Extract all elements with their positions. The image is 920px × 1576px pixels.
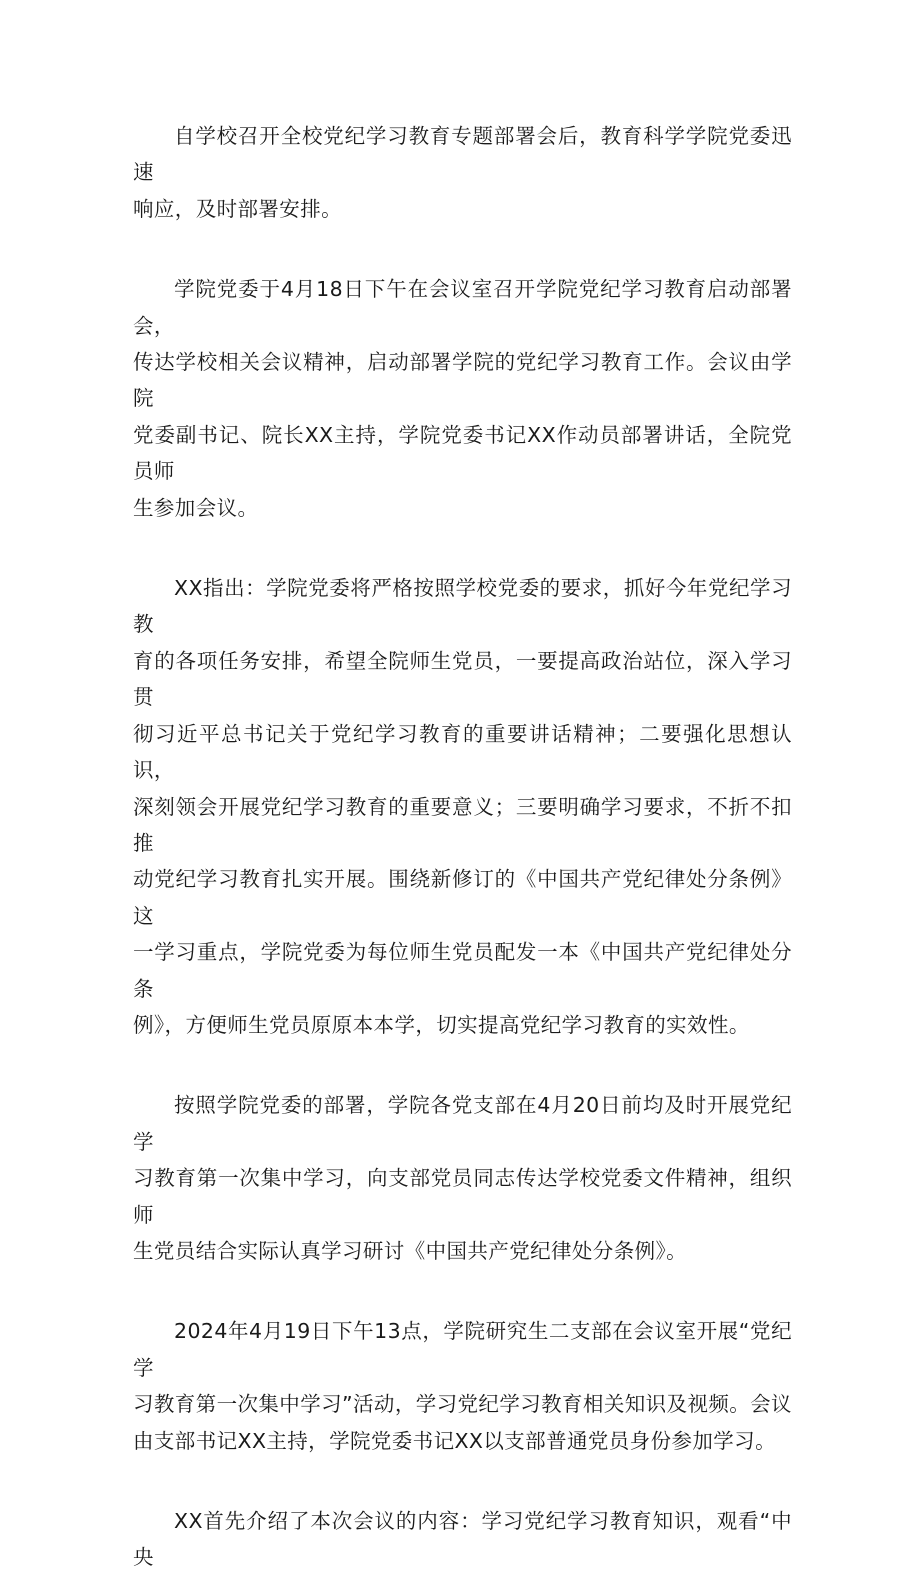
paragraph-3 [133,570,792,1043]
text-line: XX首先介绍了本次会议的内容：学习党纪学习教育知识，观看“中央 [133,1509,792,1570]
text-line: 按照学院党委的部署，学院各党支部在4月20日前均及时开展党纪学 [133,1093,792,1154]
text-line: 生参加会议。 [133,495,259,520]
paragraph-5 [133,1313,792,1459]
text-line: XX指出：学院党委将严格按照学校党委的要求，抓好今年党纪学习教 [133,576,792,637]
text-line: 动党纪学习教育扎实开展。围绕新修订的《中国共产党纪律处分条例》这 [133,867,792,928]
paragraph-2 [133,271,792,526]
paragraph-6 [133,1503,792,1576]
paragraph-1 [133,118,792,227]
text-line: 传达学校相关会议精神，启动部署学院的党纪学习教育工作。会议由学院 [133,350,792,411]
text-line: 习教育第一次集中学习，向支部党员同志传达学校党委文件精神，组织师 [133,1166,792,1227]
text-line: 学院党委于4月18日下午在会议室召开学院党纪学习教育启动部署会， [133,277,792,338]
text-line: 党委副书记、院长XX主持，学院党委书记XX作动员部署讲话，全院党员师 [133,422,792,484]
paragraph-4 [133,1087,792,1269]
text-line: 生党员结合实际认真学习研讨《中国共产党纪律处分条例》。 [133,1238,688,1263]
text-line: 一学习重点，学院党委为每位师生党员配发一本《中国共产党纪律处分条 [133,940,792,1001]
text-line: 2024年4月19日下午13点，学院研究生二支部在会议室开展“党纪学 [133,1319,792,1380]
text-line: 由支部书记XX主持，学院党委书记XX以支部普通党员身份参加学习。 [133,1428,776,1453]
text-line: 例》，方便师生党员原原本本学，切实提高党纪学习教育的实效性。 [133,1012,750,1037]
text-line: 育的各项任务安排，希望全院师生党员，一要提高政治站位，深入学习贯 [133,648,792,710]
text-line: 深刻领会开展党纪学习教育的重要意义；三要明确学习要求，不折不扣推 [133,794,792,855]
text-line: 彻习近平总书记关于党纪学习教育的重要讲话精神；二要强化思想认识， [133,721,792,783]
text-line: 习教育第一次集中学习”活动，学习党纪学习教育相关知识及视频。会议 [133,1392,792,1417]
text-line: 响应，及时部署安排。 [133,196,342,221]
text-line: 自学校召开全校党纪学习教育专题部署会后，教育科学学院党委迅速 [133,124,792,185]
